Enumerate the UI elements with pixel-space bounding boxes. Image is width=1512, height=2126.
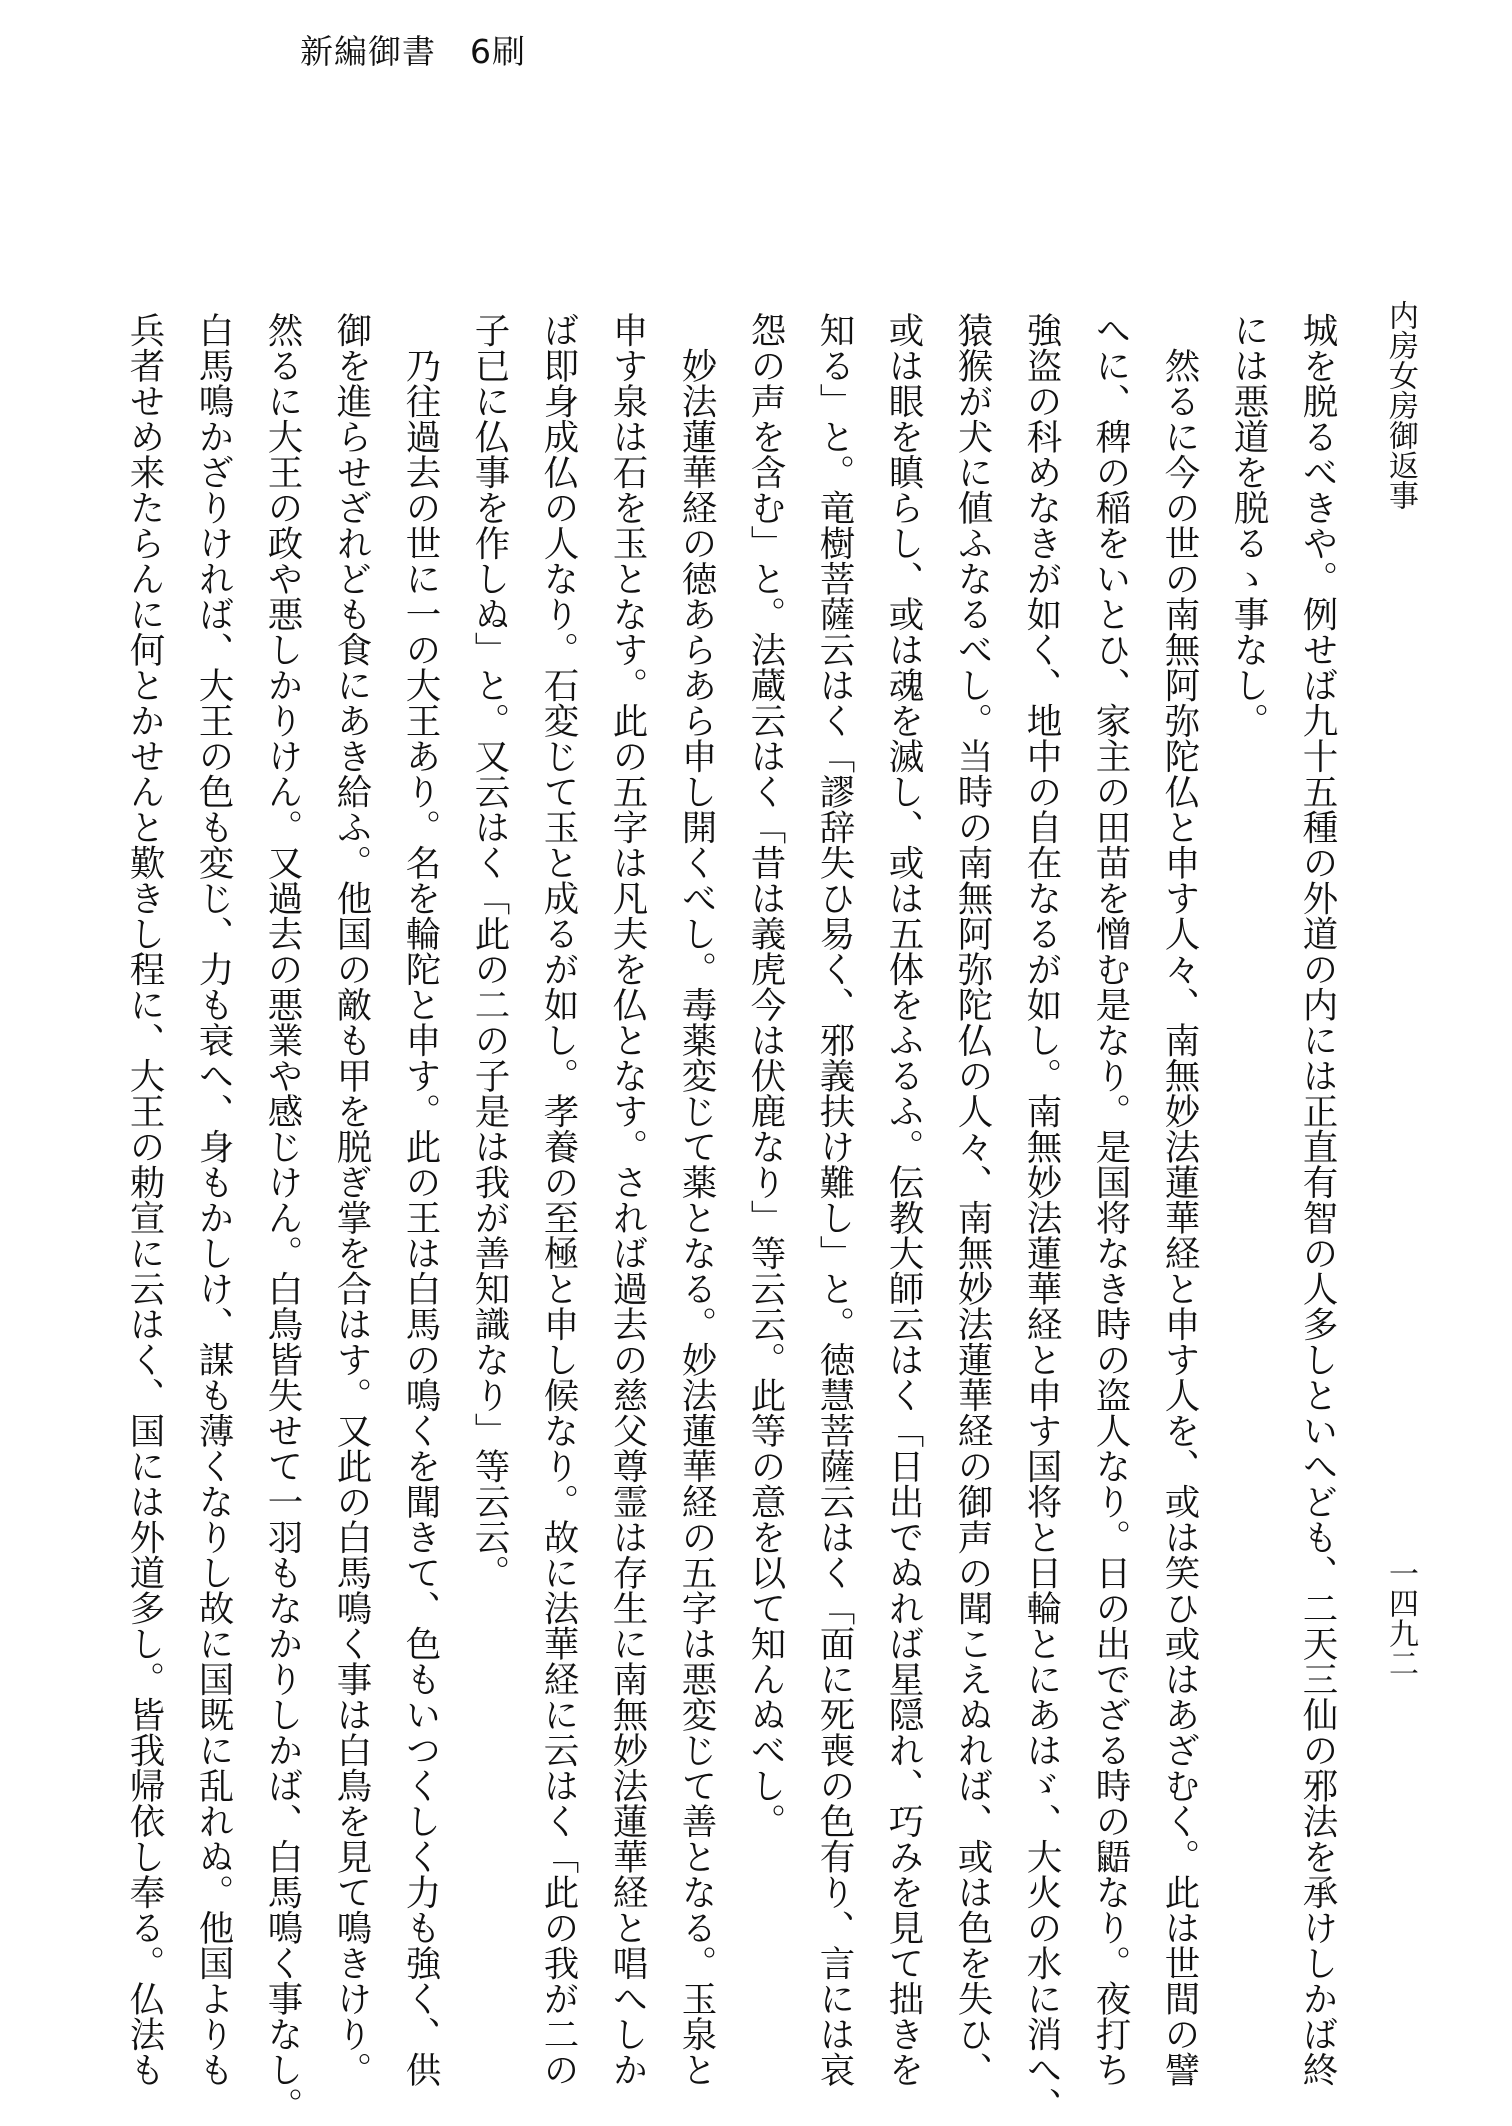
text-column: 怨の声を含む」と。法蔵云はく「昔は義虎今は伏鹿なり」等云云。此等の意を以て知んぬべし。 [745,312,786,1839]
text-column: 兵者せめ来たらんに何とかせんと歎きし程に、大王の勅宣に云はく、国には外道多し。皆我帰依し奉る。仏法も [124,312,165,2087]
page-number: 一四九二 [1383,1558,1418,1678]
text-column: 城を脱るべきや。例せば九十五種の外道の内には正直有智の人多しといへども、二天三仙の邪法を承けしかば終 [1297,312,1338,2087]
text-column: 然るに今の世の南無阿弥陀仏と申す人々、南無妙法蓮華経と申す人を、或は笑ひ或はあざむく。此は世間の譬 [1159,312,1200,2087]
text-column: 子已に仏事を作しぬ」と。又云はく「此の二の子是は我が善知識なり」等云云。 [469,312,510,1590]
body-text [124,312,1352,2123]
text-column: 然るに大王の政や悪しかりけん。又過去の悪業や感じけん。白鳥皆失せて一羽もなかりしかば、白馬鳴く事なし。 [262,312,303,2123]
text-column: 猿猴が犬に値ふなるべし。当時の南無阿弥陀仏の人々、南無妙法蓮華経の御声の聞こえぬれば、或は色を失ひ、 [952,312,993,2087]
running-head: 内房女房御返事 [1383,300,1418,510]
text-column: 妙法蓮華経の徳あらあら申し開くべし。毒薬変じて薬となる。妙法蓮華経の五字は悪変じて善となる。玉泉と [676,312,717,2087]
text-column: 白馬鳴かざりければ、大王の色も変じ、力も衰へ、身もかしけ、謀も薄くなりし故に国既に乱れぬ。他国よりも [193,312,234,2087]
text-column: 強盗の科めなきが如く、地中の自在なるが如し。南無妙法蓮華経と申す国将と日輪とにあはゞ、大火の水に消へ、 [1021,312,1062,2123]
text-column: には悪道を脱るゝ事なし。 [1228,312,1269,738]
text-column: 知る」と。竜樹菩薩云はく「謬辞失ひ易く、邪義扶け難し」と。徳慧菩薩云はく「面に死喪の色有り、言には哀 [814,312,855,2087]
text-column: 申す泉は石を玉となす。此の五字は凡夫を仏となす。されば過去の慈父尊霊は存生に南無妙法蓮華経と唱へしか [607,312,648,2087]
text-column: ば即身成仏の人なり。石変じて玉と成るが如し。孝養の至極と申し候なり。故に法華経に云はく「此の我が二の [538,312,579,2087]
text-column: 御を進らせざれども食にあき給ふ。他国の敵も甲を脱ぎ掌を合はす。又此の白馬鳴く事は白鳥を見て鳴きけり。 [331,312,372,2087]
text-column: へに、稗の稲をいとひ、家主の田苗を憎む是なり。是国将なき時の盗人なり。日の出でざる時の鼯なり。夜打ち [1090,312,1131,2087]
text-column: 乃往過去の世に一の大王あり。名を輪陀と申す。此の王は白馬の鳴くを聞きて、色もいつくしく力も強く、供 [400,312,441,2087]
text-column: 或は眼を瞋らし、或は魂を滅し、或は五体をふるふ。伝教大師云はく「日出でぬれば星隠れ、巧みを見て拙きを [883,312,924,2087]
page-header-title: 新編御書 6刷 [300,32,526,71]
